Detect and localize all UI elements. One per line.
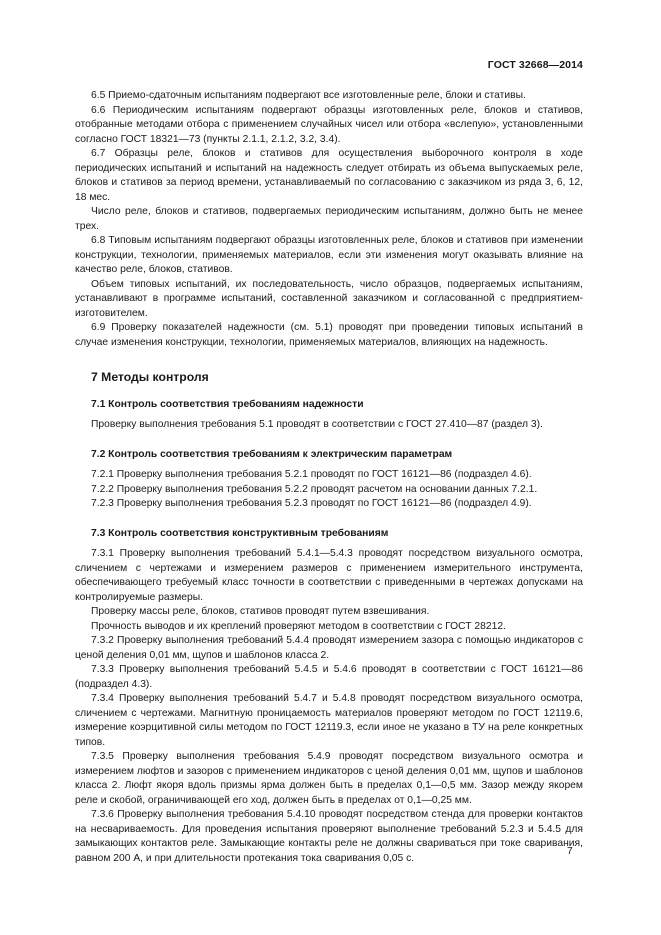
list-item: 7.2.2 Проверку выполнения требования 5.2.2 проводят расчетом на основании данных 7.2.1. (91, 483, 538, 495)
subsection-title: 7.2 Контроль соответствия требованиям к электрическим параметрам (91, 448, 453, 460)
body-text (75, 89, 583, 866)
subsection-title: 7.3 Контроль соответствия конструктивным требованиям (91, 527, 389, 539)
paragraph: Число реле, блоков и стативов, подвергаемых периодическим испытаниям, должно быть не менее трех. (75, 206, 583, 232)
page-number: 7 (567, 846, 573, 857)
paragraph: 6.9 Проверку показателей надежности (см. 5.1) проводят при проведении типовых испытаний в случае изменения конструкции, технологии, применяемых материалов, влияющих на надежность. (75, 322, 583, 348)
paragraph: 7.3.1 Проверку выполнения требований 5.4.1—5.4.3 проводят посредством визуального осмотра, сличением с чертежами и измерением размеров с применением измерительного инструмента, обеспечивающего требуемый класс точности в соответствии с приведенными в чертежах допусками на контролируемые размеры. (75, 548, 583, 603)
list-item: 7.2.1 Проверку выполнения требования 5.2.1 проводят по ГОСТ 16121—86 (подраздел 4.6). (91, 469, 532, 480)
paragraph: Прочность выводов и их креплений проверяют методом в соответствии с ГОСТ 28212. (91, 620, 506, 632)
paragraph: 7.3.2 Проверку выполнения требований 5.4.4 проводят измерением зазора с помощью индикаторов с ценой деления 0,01 мм, щупов и шаблонов класса 2. (75, 635, 583, 661)
list-item: 7.2.3 Проверку выполнения требования 5.2.3 проводят по ГОСТ 16121—86 (подраздел 4.9). (91, 498, 532, 509)
paragraph: 6.6 Периодическим испытаниям подвергают образцы изготовленных реле, блоков и стативов, отобранные методами отбора с применением случайных чисел или отбора «вслепую», установленными согласно ГОСТ 18321—73 (пункты 2.1.1, 2.1.2, 3.2, 3.4). (75, 104, 583, 145)
paragraph: 7.3.3 Проверку выполнения требований 5.4.5 и 5.4.6 проводят в соответствии с ГОСТ 16121—86 (подраздел 4.3). (75, 664, 583, 690)
paragraph: Проверку выполнения требования 5.1 проводят в соответствии с ГОСТ 27.410—87 (раздел 3). (91, 419, 543, 430)
paragraph: 6.8 Типовым испытаниям подвергают образцы изготовленных реле, блоков и стативов при изменении конструкции, технологии, применяемых материалов, если эти изменения могут оказывать влияние на качество реле, блоков, стативов. (75, 235, 583, 275)
section-title: 7 Методы контроля (91, 370, 209, 384)
paragraph: 7.3.4 Проверку выполнения требований 5.4.7 и 5.4.8 проводят посредством визуального осмотра, сличением с чертежами. Магнитную проницаемость материалов проверяют методом по ГОСТ 12119.6, измерение коэрцитивной силы методом по ГОСТ 12119.3, если иное не указано в ТУ на реле конкретных типов. (75, 693, 583, 748)
paragraph: Проверку массы реле, блоков, стативов проводят путем взвешивания. (91, 606, 430, 617)
document-code: ГОСТ 32668—2014 (487, 59, 583, 71)
paragraph: 6.7 Образцы реле, блоков и стативов для осуществления выборочного контроля в ходе периодических испытаний и испытаний на надежность следует отбирать из объема выпускаемых реле, блоков и стативов за период времени, устанавливаемый по согласованию с заказчиком из ряда 3, 6, 12, 18 мес. (75, 148, 583, 203)
paragraph: 7.3.5 Проверку выполнения требования 5.4.9 проводят посредством визуального осмотра и измерением люфтов и зазоров с применением индикаторов с ценой деления 0,01 мм, щупов и шаблонов класса 2. Люфт якоря вдоль призмы ярма должен быть в пределах 0,1—0,5 мм. Зазор между якорем реле и скобой, ограничивающей его ход, должен быть в пределах от 0,1—0,25 мм. (75, 751, 583, 806)
paragraph: 6.5 Приемо-сдаточным испытаниям подвергают все изготовленные реле, блоки и стативы. (91, 90, 526, 101)
paragraph: Объем типовых испытаний, их последовательность, число образцов, подвергаемых испытаниям, устанавливают в программе испытаний, составленной заказчиком и согласованной с предприятием-изготовителем. (75, 278, 583, 319)
subsection-title: 7.1 Контроль соответствия требованиям надежности (91, 398, 364, 410)
paragraph: 7.3.6 Проверку выполнения требования 5.4.10 проводят посредством стенда для проверки контактов на несвариваемость. Для проведения испытания проверяют выполнение требований 5.2.3 и 5.4.5 для замыкающих контактов реле. Замыкающие контакты реле не должны свариваться при токе сваривания, равном 200 А, и при длительности протекания тока сваривания 0,05 с. (75, 809, 583, 864)
